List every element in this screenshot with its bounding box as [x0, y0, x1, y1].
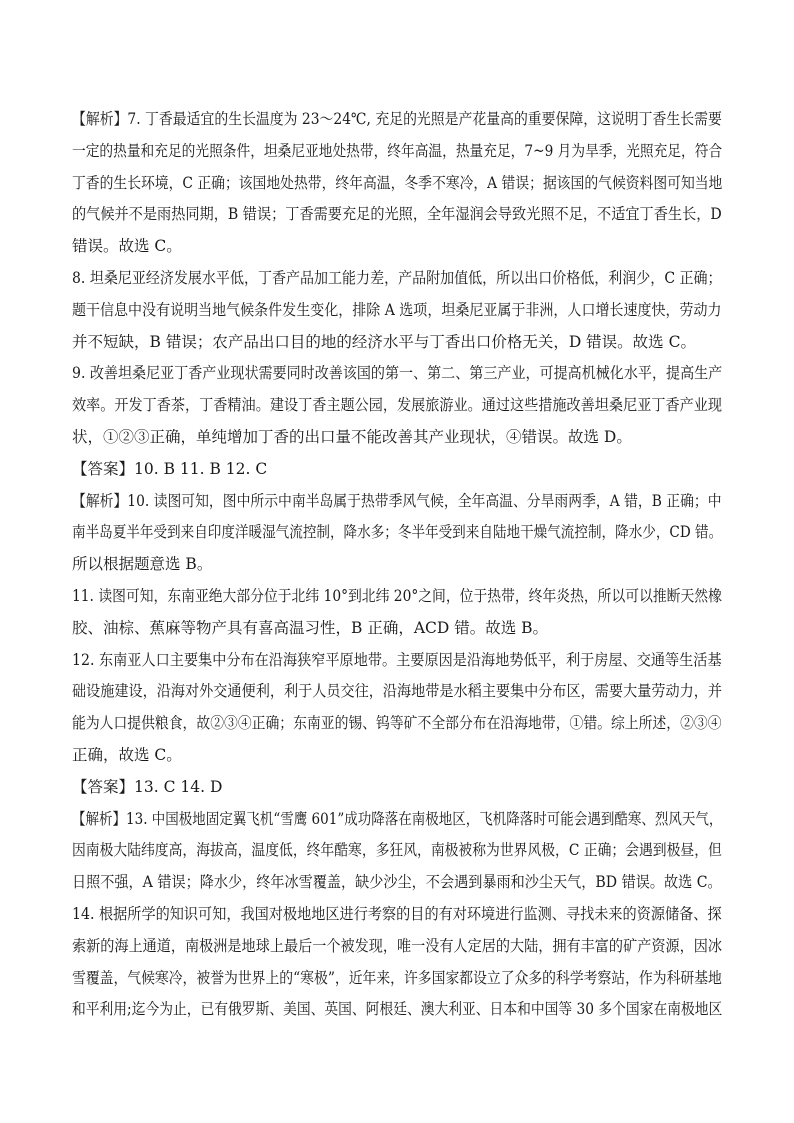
- text-line: 日照不强，A 错误；降水少，终年冰雪覆盖，缺少沙尘，不会遇到暴雨和沙尘天气，BD 错误。故选 C。: [72, 873, 722, 892]
- answer-line: 【答案】13. C 14. D: [72, 777, 223, 796]
- text-line: 9. 改善坦桑尼亚丁香产业现状需要同时改善该国的第一、第二、第三产业，可提高机械化水平，提高生产: [72, 364, 723, 383]
- text-line: 【解析】13. 中国极地固定翼飞机“雪鹰 601”成功降落在南极地区，飞机降落时可能会遇到酷寒、烈风天气，: [72, 809, 723, 828]
- text-line: 南半岛夏半年受到来自印度洋暖湿气流控制，降水多；冬半年受到来自陆地干燥气流控制，降水少，CD 错。: [72, 523, 723, 542]
- text-line: 因南极大陆纬度高，海拔高，温度低，终年酷寒，多狂风，南极被称为世界风极，C 正确；会遇到极昼，但: [72, 841, 722, 860]
- text-line: 丁香的生长环境，C 正确；该国地处热带，终年高温，冬季不寒冷，A 错误；据该国的气候资料图可知当地: [72, 173, 723, 192]
- text-line: 正确，故选 C。: [72, 745, 182, 764]
- text-line: 状，①②③正确，单纯增加丁香的出口量不能改善其产业现状，④错误。故选 D。: [72, 427, 632, 446]
- text-line: 和平利用;迄今为止，已有俄罗斯、美国、英国、阿根廷、澳大利亚、日本和中国等 30 多个国家在南极地区: [72, 1000, 723, 1019]
- text-line: 雪覆盖，气候寒冷，被誉为世界上的“寒极”，近年来，许多国家都设立了众多的科学考察站，作为科研基地: [72, 968, 722, 987]
- text-line: 所以根据题意选 B。: [72, 555, 213, 574]
- text-line: 【解析】7. 丁香最适宜的生长温度为 23～24℃, 充足的光照是产花量高的重要保障，这说明丁香生长需要: [72, 110, 722, 128]
- text-line: 一定的热量和充足的光照条件，坦桑尼亚地处热带，终年高温，热量充足，7~9 月为旱季，光照充足，符合: [72, 141, 723, 160]
- text-line: 8. 坦桑尼亚经济发展水平低，丁香产品加工能力差，产品附加值低，所以出口价格低，利润少，C 正确；: [72, 268, 722, 287]
- answer-line: 【答案】10. B 11. B 12. C: [72, 459, 268, 478]
- text-line: 础设施建设，沿海对外交通便利，利于人员交往，沿海地带是水稻主要集中分布区，需要大量劳动力，并: [72, 682, 722, 701]
- answer-analysis-text: [72, 104, 722, 1026]
- text-line: 效率。开发丁香茶，丁香精油。建设丁香主题公园，发展旅游业。通过这些措施改善坦桑尼亚丁香产业现: [72, 396, 722, 415]
- text-line: 索新的海上通道，南极洲是地球上最后一个被发现，唯一没有人定居的大陆，拥有丰富的矿产资源，因冰: [72, 936, 722, 955]
- text-line: 胶、油棕、蕉麻等物产具有喜高温习性，B 正确，ACD 错。故选 B。: [72, 618, 549, 637]
- text-line: 并不短缺，B 错误；农产品出口目的地的经济水平与丁香出口价格无关，D 错误。故选 C。: [72, 332, 696, 351]
- text-line: 能为人口提供粮食，故②③④正确；东南亚的锡、钨等矿不全部分布在沿海地带，①错。综上所述，②③④: [72, 714, 722, 733]
- text-line: 错误。故选 C。: [72, 237, 182, 256]
- text-line: 【解析】10. 读图可知，图中所示中南半岛属于热带季风气候，全年高温、分旱雨两季，A 错，B 正确；中: [72, 491, 722, 510]
- text-line: 14. 根据所学的知识可知，我国对极地地区进行考察的目的有对环境进行监测、寻找未来的资源储备、探: [72, 904, 722, 923]
- text-line: 11. 读图可知，东南亚绝大部分位于北纬 10°到北纬 20°之间，位于热带，终年炎热，所以可以推断天然橡: [72, 586, 722, 605]
- text-line: 12. 东南亚人口主要集中分布在沿海狭窄平原地带。主要原因是沿海地势低平，利于房屋、交通等生活基: [72, 650, 722, 669]
- text-line: 题干信息中没有说明当地气候条件发生变化，排除 A 选项，坦桑尼亚属于非洲，人口增长速度快，劳动力: [72, 300, 722, 319]
- text-line: 的气候并不是雨热同期，B 错误；丁香需要充足的光照，全年湿润会导致光照不足，不适宜丁香生长，D: [72, 205, 722, 224]
